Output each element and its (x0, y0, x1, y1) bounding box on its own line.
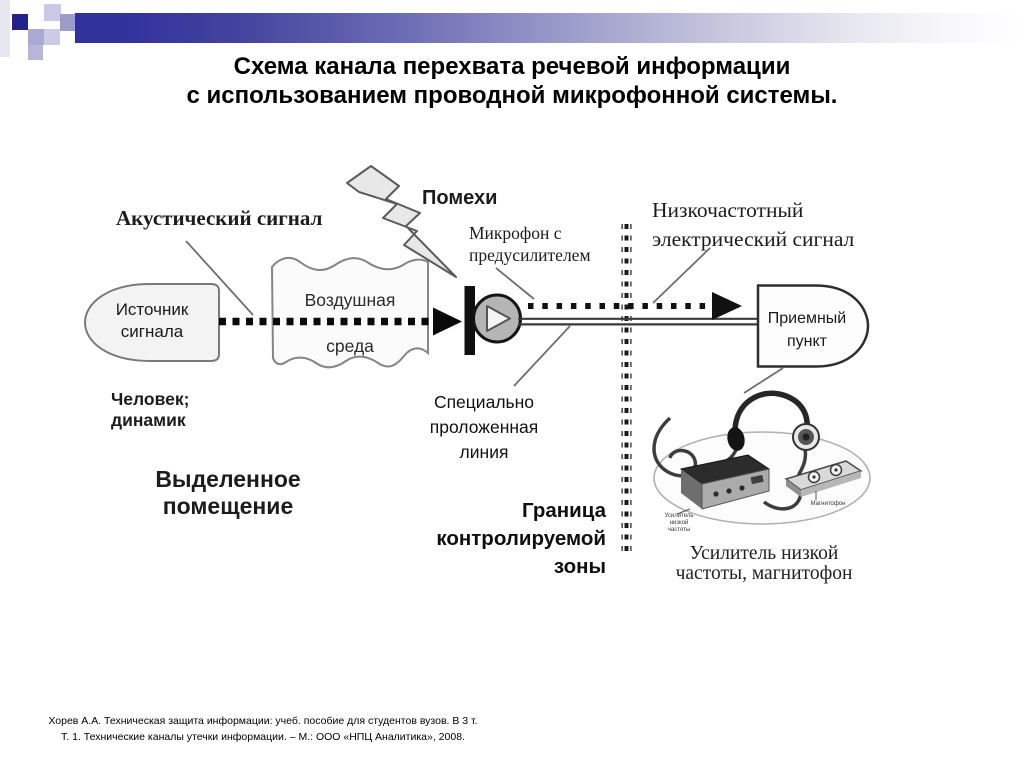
laid-line-label: Специально проложенная линия (429, 392, 539, 462)
footer-citation-line1: Хорев А.А. Техническая защита информации: учеб. пособие для студентов вузов. В 3 т. (48, 715, 478, 727)
amplifier-tiny-label: Усилитель низкой частоты (664, 513, 694, 533)
slide-title-line1: Схема канала перехвата речевой информации (233, 53, 791, 80)
source-shape-label: Источник сигнала (115, 300, 189, 341)
human-speaker-label: Человек; динамик (111, 389, 190, 430)
wire-double-line (518, 319, 758, 325)
air-medium-label-bottom: среда (326, 336, 374, 356)
footer-citation-line2: Т. 1. Технические каналы утечки информации. – М.: ООО «НПЦ Аналитика», 2008. (61, 731, 465, 743)
footer-citation (40, 713, 486, 745)
slide-title-line2: с использованием проводной микрофонной системы. (186, 81, 838, 109)
receiver-shape-label: Приемный пункт (767, 310, 847, 350)
receiver-pointer-line (744, 368, 783, 393)
lf-signal-pointer-line (653, 248, 710, 303)
acoustic-signal-label: Акустический сигнал (116, 206, 323, 230)
zone-border-label: Граница контролируемой зоны (436, 499, 606, 578)
equipment-caption: Усилитель низкой частоты, магнитофон (675, 543, 853, 584)
air-medium-label-top: Воздушная (304, 290, 396, 310)
acoustic-arrow (433, 308, 462, 336)
lf-signal-label: Низкочастотный электрический сигнал (652, 198, 855, 251)
dedicated-room-label: Выделенное помещение (155, 466, 301, 519)
electric-arrow (712, 292, 742, 320)
microphone-label: Микрофон с предусилителем (469, 223, 591, 265)
recorder-tiny-label: Магнитофон (810, 501, 846, 507)
laid-line-pointer-line (514, 326, 570, 386)
interference-label: Помехи (422, 187, 498, 209)
microphone-symbol (465, 286, 521, 355)
zone-border-dashed-line (624, 220, 630, 558)
